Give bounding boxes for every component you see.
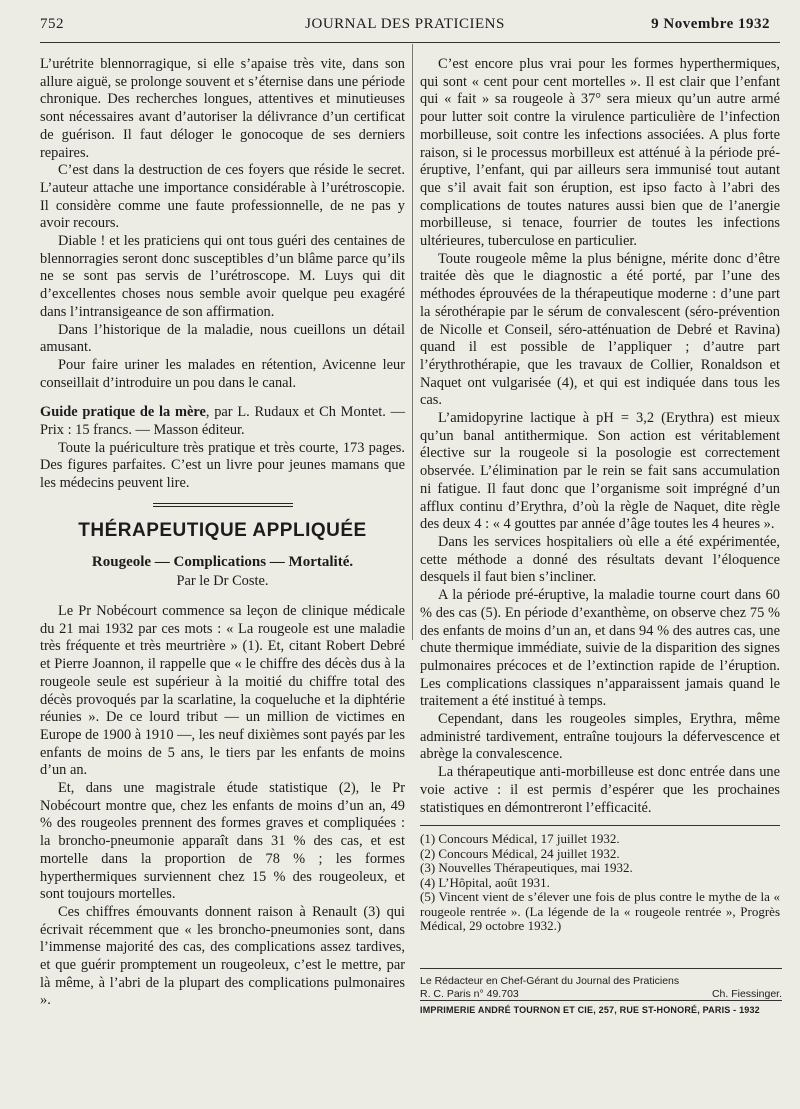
paragraph: Ces chiffres émouvants donnent raison à Renault (3) qui écrivait récemment que « les broncho-pneumonies sont, dans l’immense majorité des cas, des complications assez tardives, et que guérir promptement un rougeoleux, c’est le mettre, par là même, à l’abri de la plupart des complications pulmonaires ». (40, 903, 405, 1009)
paragraph: La thérapeutique anti-morbilleuse est donc entrée dans une voie active : il est permis d’espérer que les prochaines statistiques en démontreront l’efficacité. (420, 764, 780, 816)
section-title: THÉRAPEUTIQUE APPLIQUÉE (78, 519, 367, 541)
page-number: 752 (40, 16, 64, 32)
footnote: (3) Nouvelles Thérapeutiques, mai 1932. (420, 860, 633, 876)
issue-date: 9 Novembre 1932 (651, 16, 770, 32)
book-review-heading (40, 404, 405, 439)
paragraph: Le Pr Nobécourt commence sa leçon de clinique médicale du 21 mai 1932 par ces mots : « La rougeole est une maladie très fréquente et très meurtrière » (1). Et, citant Robert Debré et Pierre Joannon, il rappelle que « le chiffre des décès dus à la rougeole seule est supérieur à la moitié du chiffre total des décès provoqués par la scarlatine, la coqueluche et la diphtérie réunies ». De ce lourd tribut — un million de victimes en Europe de 1900 à 1910 —, les neuf dixièmes sont payés par les enfants de moins de 5 ans, le tiers par les enfants de moins d’un an. (40, 602, 405, 779)
paragraph: Diable ! et les praticiens qui ont tous guéri des centaines de blennorragies seront donc susceptibles d’un blâme parce qu’ils ne se sont pas servis de l’urétroscope. M. Luys qui dit d’excellentes choses nous semble avoir quelque peu exagéré dans l’intransigeance de son affirmation. (40, 233, 405, 320)
paragraph: L’amidopyrine lactique à pH = 3,2 (Erythra) est mieux qu’un banal antithermique. Son action est véritablement élective sur la rougeole si la posologie est correctement observée. L’élimination par le rein se fait sans accumulation ni fatigue. Il faut donc que l’organisme soit imprégné d’un afflux continu d’Erythra, d’où la règle de Naquet, dite règle des deux 4 : « 4 gouttes par année d’âge toutes les 4 heures ». (420, 410, 780, 533)
paragraph: A la période pré-éruptive, la maladie tourne court dans 60 % des cas (5). En période d’exanthème, on observe chez 75 % des enfants de moins d’un an, et dans 94 % des autres cas, une chute thermique immédiate, suivie de la disparition des signes pulmonaires précoces et de l’extinction rapide de l’éruption. Les complications classiques n’apparaissent jamais quand le traitement a été institué à temps. (420, 587, 780, 710)
paragraph: C’est dans la destruction de ces foyers que réside le secret. L’auteur attache une importance considérable à l’urétroscopie. Il considère comme une faute professionnelle, de ne pas y avoir recours. (40, 162, 405, 232)
paragraph: Toute rougeole même la plus bénigne, mérite donc d’être traitée dès que le diagnostic a été porté, par l’une des méthodes éprouvées de la thérapeutique moderne : d’une part la sérothérapie par le sérum de convalescent (séro-prévention de Nicolle et Conseil, séro-atténuation de Debré et Ravina) quand il est possible de l’appliquer ; d’autre part l’érythrothérapie, que les travaux de Collier, Ronaldson et Naquet ont vulgarisée (4), et qui est indiquée dans tous les cas. (420, 250, 780, 409)
footnote: (2) Concours Médical, 24 juillet 1932. (420, 845, 620, 861)
registration-number: R. C. Paris n° 49.703 (420, 988, 519, 1000)
paragraph: Dans les services hospitaliers où elle a été expérimentée, cette méthode a donné des résultats devant l’éloquence desquels il faut bien s’incliner. (420, 533, 780, 586)
paragraph: Et, dans une magistrale étude statistique (2), le Pr Nobécourt montre que, chez les enfants de moins d’un an, 49 % des rougeoles prennent des formes graves et compliquées : la broncho-pneumonie apparaît dans 31 % des cas, et est mortelle dans la proportion de 78 % ; les formes hyperthermiques surviennent chez 15 % des rougeoleux, et sont toujours mortelles. (40, 780, 405, 903)
editor-label: Le Rédacteur en Chef-Gérant du Journal des Praticiens (420, 975, 680, 987)
article-title: Rougeole — Complications — Mortalité. (91, 553, 354, 570)
paragraph: Pour faire uriner les malades en rétention, Avicenne leur conseillait d’introduire un pou dans le canal. (40, 356, 405, 391)
footnote: (5) Vincent vient de s’élever une fois de plus contre le mythe de la « rougeole rentrée ». (La légende de la « rougeole rentrée », Progrès Médical, 29 octobre 1932.) (420, 889, 780, 934)
left-column (40, 56, 405, 1010)
header-rule (40, 42, 780, 43)
footnote: (4) L’Hôpital, août 1931. (420, 874, 550, 890)
paragraph: Dans l’historique de la maladie, nous cueillons un détail amusant. (40, 321, 405, 356)
footnote-rule (420, 825, 780, 826)
printer-line: IMPRIMERIE ANDRÉ TOURNON ET CIE, 257, RUE ST-HONORÉ, PARIS - 1932 (420, 1000, 782, 1015)
page-header (40, 16, 770, 38)
article-byline: Par le Dr Coste. (176, 573, 269, 590)
book-title: Guide pratique de la mère (40, 404, 206, 421)
right-column (420, 56, 780, 934)
book-details: , par L. Rudaux et Ch Montet. — Prix : 15 francs. — Masson éditeur. (40, 404, 405, 439)
paragraph: C’est encore plus vrai pour les formes hyperthermiques, qui sont « cent pour cent mortelles ». Il est clair que l’enfant qui « fait » sa rougeole à 37° sera mieux qu’un autre armé pour lutter soit contre la virulence particulière de l’infection morbilleuse, soit contre les infections associées. A plus forte raison, si le processus morbilleux est atténué à la période pré-éruptive, l’enfant, qui par ailleurs sera immunisé tout autant que s’il avait fait son éruption, est ipso facto à l’abri des complications de toutes natures aussi bien que de l’anergie morbilleuse, si tenace, fourrier de toutes les infections ultérieures, tuberculose en particulier. (420, 56, 780, 250)
colophon (420, 968, 782, 1001)
journal-title: JOURNAL DES PRATICIENS (305, 16, 505, 32)
book-review-text: Toute la puériculture très pratique et très courte, 173 pages. Des figures parfaites. C’est un livre pour jeunes mamans que les médecins peuvent lire. (40, 439, 405, 492)
editor-name: Ch. Fiessinger. (711, 988, 782, 1000)
paragraph: L’urétrite blennorragique, si elle s’apaise très vite, dans son allure aiguë, se prolonge souvent et s’éternise dans une période chronique. Des recherches longues, attentives et minutieuses sont nécessaires avant d’autoriser la délivrance d’un certificat de guérison. Il faut déloger le gonocoque de ses derniers repaires. (40, 56, 405, 161)
paragraph: Cependant, dans les rougeoles simples, Erythra, même administré tardivement, entraîne toujours la défervescence et abrège la convalescence. (420, 711, 780, 763)
footnote: (1) Concours Médical, 17 juillet 1932. (420, 831, 620, 847)
section-separator (153, 503, 293, 510)
